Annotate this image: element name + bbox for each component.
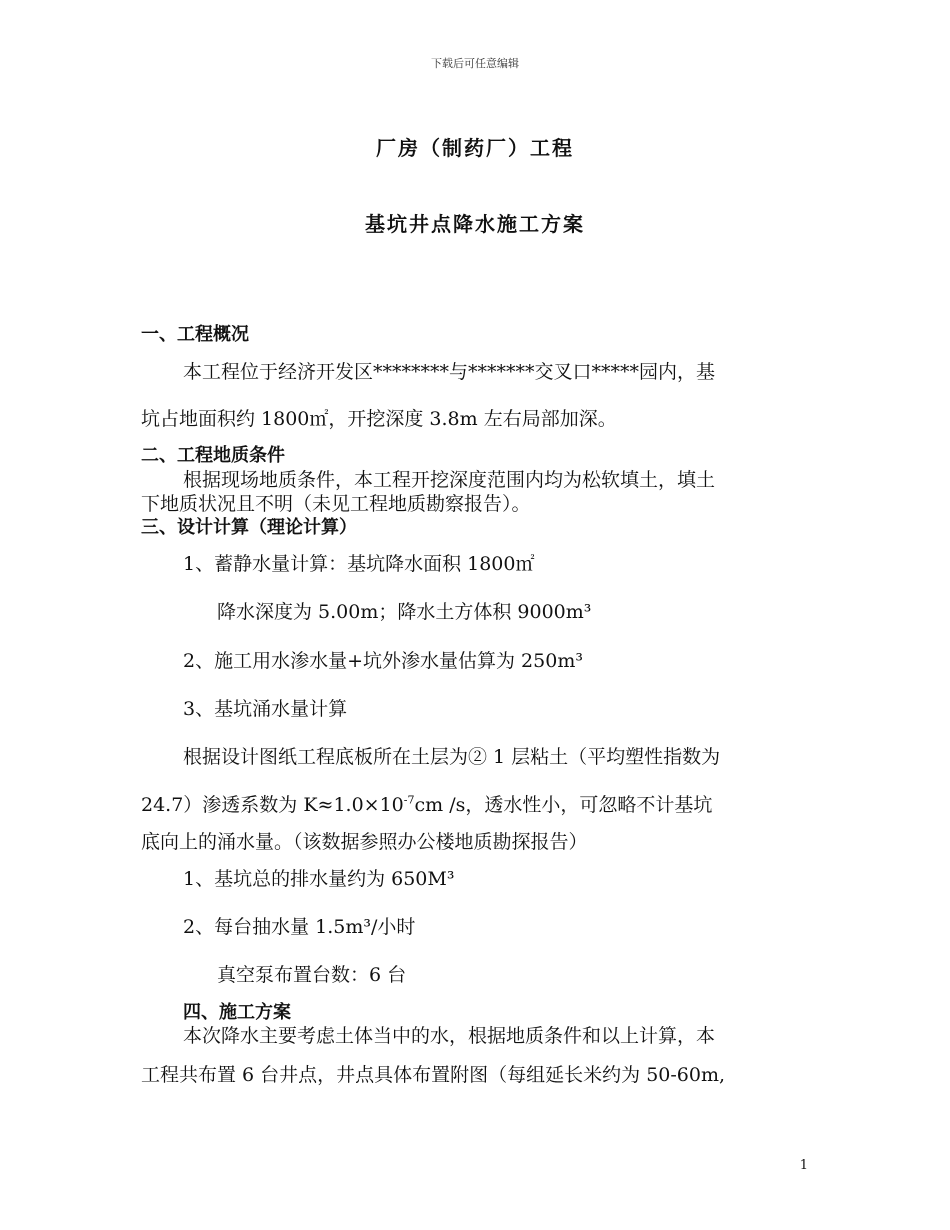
calc-line-2: 降水深度为 5.00m；降水土方体积 9000m³ — [217, 601, 592, 623]
section-2-line-1: 根据现场地质条件，本工程开挖深度范围内均为松软填土，填土 — [183, 469, 716, 491]
calc-line-8: 1、基坑总的排水量约为 650M³ — [183, 868, 455, 890]
document-title: 厂房（制药厂）工程 — [376, 136, 574, 160]
calc-line-4: 3、基坑涌水量计算 — [183, 698, 348, 720]
section-4-line-2: 工程共布置 6 台井点，井点具体布置附图（每组延长米约为 50-60m, — [141, 1064, 726, 1086]
section-1-heading: 一、工程概况 — [141, 324, 249, 345]
calc-line-1: 1、蓄静水量计算：基坑降水面积 1800㎡ — [183, 553, 535, 575]
calc-line-6-end: cm /s，透水性小，可忽略不计基坑 — [414, 794, 713, 816]
section-4-heading: 四、施工方案 — [183, 1002, 291, 1023]
calc-line-6 — [141, 790, 712, 817]
exponent: -7 — [403, 793, 415, 807]
calc-line-3: 2、施工用水渗水量+坑外渗水量估算为 250m³ — [183, 650, 583, 672]
section-2-line-2: 下地质状况且不明（未见工程地质勘察报告）。 — [141, 493, 531, 515]
calc-line-6-start: 24.7）渗透系数为 K≈1.0×10 — [141, 794, 404, 816]
section-1-line-2: 坑占地面积约 1800㎡，开挖深度 3.8m 左右局部加深。 — [141, 408, 617, 430]
calc-line-10: 真空泵布置台数：6 台 — [217, 964, 407, 986]
section-1-line-1: 本工程位于经济开发区********与*******交叉口*****园内，基 — [183, 361, 716, 383]
page-number: 1 — [799, 1158, 808, 1173]
section-4-line-1: 本次降水主要考虑土体当中的水，根据地质条件和以上计算，本 — [183, 1025, 716, 1047]
section-2-heading: 二、工程地质条件 — [141, 445, 285, 466]
header-note: 下载后可任意编辑 — [431, 57, 519, 70]
calc-line-5: 根据设计图纸工程底板所在土层为② 1 层粘土（平均塑性指数为 — [183, 746, 721, 768]
calc-line-9: 2、每台抽水量 1.5m³/小时 — [183, 916, 416, 938]
section-3-heading: 三、设计计算（理论计算） — [141, 517, 357, 538]
document-subtitle: 基坑井点降水施工方案 — [365, 212, 585, 236]
calc-line-7: 底向上的涌水量。（该数据参照办公楼地质勘探报告） — [141, 831, 588, 853]
